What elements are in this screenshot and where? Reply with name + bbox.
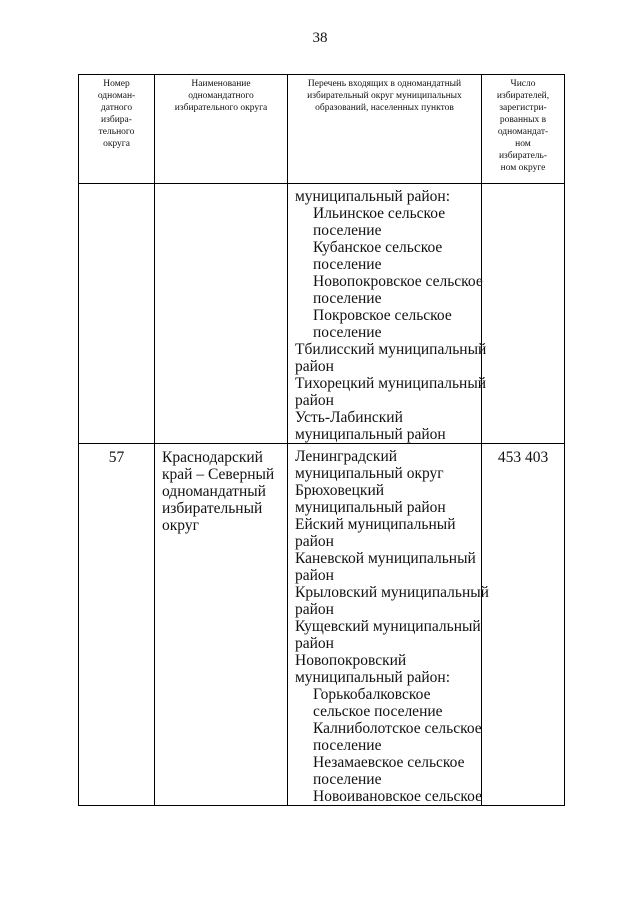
municipalities-list	[288, 444, 489, 806]
list-item: поселение	[313, 256, 382, 273]
districts-table	[78, 74, 565, 806]
table-row	[79, 444, 565, 806]
header-line: округа	[103, 139, 130, 149]
list-item: район	[295, 392, 334, 409]
district-name-line: округ	[162, 517, 199, 534]
list-item: Ленинградский	[295, 448, 398, 465]
list-item: Новопокровский	[295, 652, 407, 669]
list-item: Тбилисский муниципальный	[295, 341, 487, 358]
header-number	[79, 75, 155, 184]
municipalities-list	[288, 184, 487, 444]
district-name-line: избирательный	[162, 500, 263, 517]
header-line: рованных в	[499, 115, 547, 125]
list-item: Брюховецкий	[295, 482, 385, 499]
list-item: поселение	[313, 771, 382, 788]
list-item: Ильинское сельское	[313, 205, 446, 222]
list-item: Горькобалковское	[313, 686, 431, 703]
district-name-line: Краснодарский	[162, 449, 263, 466]
list-item: район	[295, 533, 334, 550]
district-number: 57	[79, 444, 155, 806]
district-name	[155, 184, 288, 444]
list-item: поселение	[313, 324, 382, 341]
header-line: Наименование	[191, 79, 251, 89]
header-list	[288, 75, 482, 184]
header-line: одномандатного	[188, 91, 254, 101]
header-line: избиратель-	[498, 151, 548, 161]
list-item: муниципальный округ	[295, 465, 444, 482]
header-line: датного	[100, 103, 133, 113]
list-item: Ейский муниципальный	[295, 516, 456, 533]
header-line: Перечень входящих в одномандатный	[307, 79, 462, 89]
header-line: Номер	[103, 79, 130, 89]
list-item: Новопокровское сельское	[313, 273, 483, 290]
list-item: Покровское сельское	[313, 307, 452, 324]
header-line: избира-	[101, 115, 132, 125]
header-line: избирательного округа	[174, 103, 268, 113]
list-item: район	[295, 635, 334, 652]
list-item: Кубанское сельское	[313, 239, 443, 256]
list-item: поселение	[313, 222, 382, 239]
list-item: Кущевский муниципальный	[295, 618, 481, 635]
list-item: Новоивановское сельское	[313, 788, 482, 805]
header-count	[482, 75, 565, 184]
header-line: Число	[510, 79, 536, 89]
header-line: избирателей,	[496, 91, 550, 101]
district-number	[79, 184, 155, 444]
header-line: зарегистри-	[499, 103, 547, 113]
list-item: муниципальный район:	[295, 669, 451, 686]
header-line: избирательный округ муниципальных	[307, 91, 462, 101]
table-header-row	[79, 75, 565, 184]
list-item: муниципальный район	[295, 426, 446, 443]
list-item: сельское поселение	[313, 703, 443, 720]
list-item: район	[295, 567, 334, 584]
list-item: Тихорецкий муниципальный	[295, 375, 487, 392]
header-line: ном округе	[500, 163, 546, 173]
district-name	[155, 444, 288, 806]
header-line: одномандат-	[497, 127, 549, 137]
header-line: тельного	[98, 127, 135, 137]
list-item: район	[295, 601, 334, 618]
page-number: 38	[312, 30, 328, 46]
voters-count: 453 403	[482, 444, 565, 806]
voters-count	[482, 184, 565, 444]
list-item: поселение	[313, 737, 382, 754]
header-line: образований, населенных пунктов	[315, 103, 454, 113]
list-item: поселение	[313, 290, 382, 307]
table-row	[79, 184, 565, 444]
list-item: Калниболотское сельское	[313, 720, 482, 737]
list-item: Каневской муниципальный	[295, 550, 476, 567]
list-item: Крыловский муниципальный	[295, 584, 489, 601]
header-line: одноман-	[97, 91, 136, 101]
district-name-line: одномандатный	[162, 483, 266, 500]
header-line: ном	[515, 139, 531, 149]
list-item: муниципальный район	[295, 499, 446, 516]
district-name-line: край – Северный	[162, 466, 275, 483]
header-name	[155, 75, 288, 184]
list-item: муниципальный район:	[295, 188, 451, 205]
list-item: Усть-Лабинский	[295, 409, 403, 426]
list-item: район	[295, 358, 334, 375]
list-item: Незамаевское сельское	[313, 754, 465, 771]
